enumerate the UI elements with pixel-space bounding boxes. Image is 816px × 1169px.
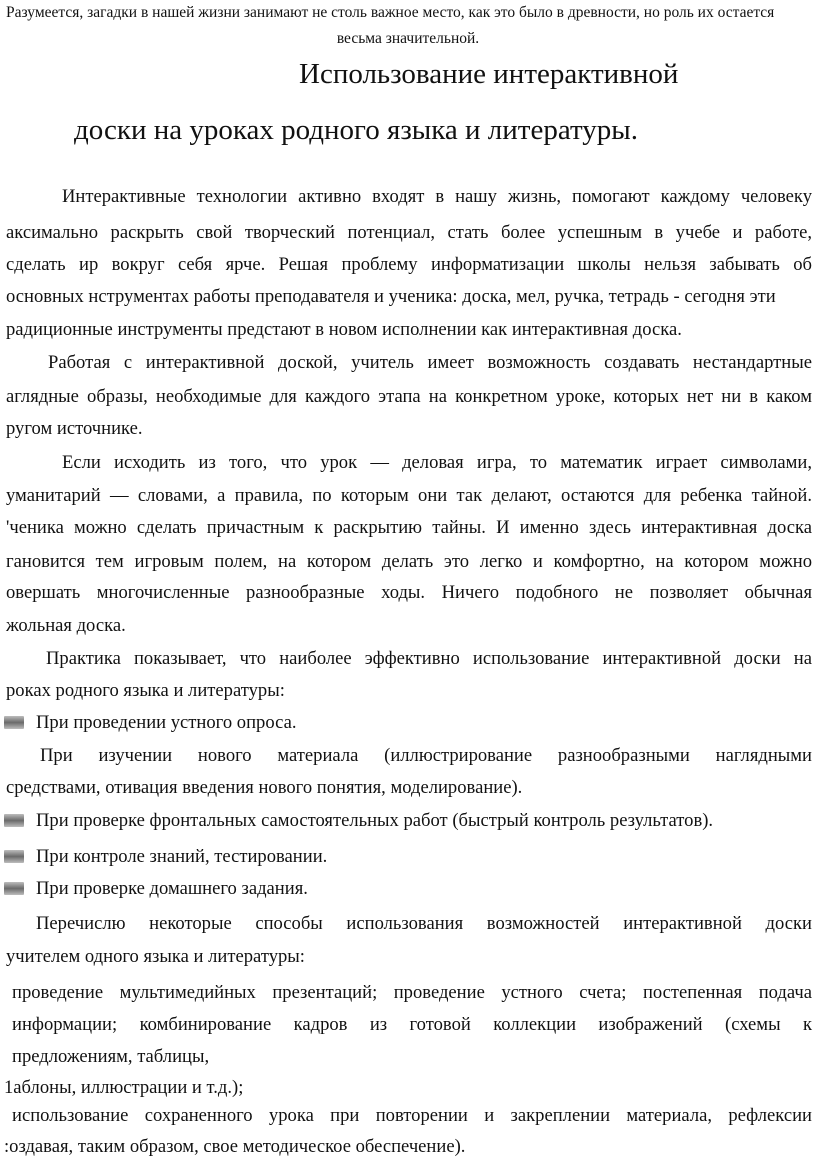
paragraph-3-line-2: уманитарий — словами, а правила, по которым они так делают, остаются для ребенка тайной.	[6, 485, 812, 506]
paragraph-1-line-5: радиционные инструменты предстают в новом исполнении как интерактивная доска.	[6, 319, 682, 340]
paragraph-1-line-2: аксимально раскрыть свой творческий потенциал, стать более успешным в учебе и работе,	[6, 222, 812, 243]
list-bullet-icon	[4, 814, 24, 827]
page-title-line-2: доски на уроках родного языка и литературы.	[74, 114, 638, 146]
paragraph-1-line-4: основных нструментах работы преподавателя и ученика: доска, мел, ручка, тетрадь - сегодня эти	[6, 286, 776, 307]
bullet-item-3: При проверке фронтальных самостоятельных работ (быстрый контроль результатов).	[36, 810, 714, 831]
paragraph-5-line-2: учителем одного языка и литературы:	[6, 946, 305, 967]
methods-line-5: использование сохраненного урока при повторении и закреплении материала, рефлексии	[12, 1105, 812, 1126]
bullet-item-5: При проверке домашнего задания.	[36, 878, 308, 899]
paragraph-3-line-5: овершать многочисленные разнообразные ходы. Ничего подобного не позволяет обычная	[6, 582, 812, 603]
page-title-line-1: Использование интерактивной	[299, 58, 679, 90]
bullet-item-1: При проведении устного опроса.	[36, 712, 297, 733]
bullet-item-2-line-2: средствами, отивация введения нового понятия, моделирование).	[6, 777, 523, 798]
paragraph-5-line-1: Перечислю некоторые способы использования возможностей интерактивной доски	[36, 913, 812, 934]
bullet-item-2-line-1: При изучении нового материала (иллюстрирование разнообразными наглядными	[40, 745, 812, 766]
paragraph-3-line-3: 'ченика можно сделать причастным к раскрытию тайны. И именно здесь интерактивная доска	[6, 517, 812, 538]
methods-line-3: предложениям, таблицы,	[12, 1046, 210, 1067]
paragraph-2-line-3: ругом источнике.	[6, 418, 143, 439]
intro-line-2: весьма значительной.	[336, 30, 480, 47]
paragraph-3-line-4: гановится тем игровым полем, на котором делать это легко и комфортно, на котором можно	[6, 551, 812, 572]
methods-line-1: проведение мультимедийных презентаций; проведение устного счета; постепенная подача	[12, 982, 812, 1003]
paragraph-4-line-1: Практика показывает, что наиболее эффективно использование интерактивной доски на	[46, 648, 812, 669]
methods-line-2: информации; комбинирование кадров из готовой коллекции изображений (схемы к	[12, 1014, 812, 1035]
bullet-item-4: При контроле знаний, тестировании.	[36, 846, 328, 867]
paragraph-4-line-2: роках родного языка и литературы:	[6, 680, 285, 701]
list-bullet-icon	[4, 850, 24, 863]
methods-line-6: :оздавая, таким образом, свое методическое обеспечение).	[4, 1136, 466, 1157]
list-bullet-icon	[4, 882, 24, 895]
paragraph-2-line-2: аглядные образы, необходимые для каждого этапа на конкретном уроке, которых нет ни в каком	[6, 386, 812, 407]
list-bullet-icon	[4, 716, 24, 729]
paragraph-2-line-1: Работая с интерактивной доской, учитель имеет возможность создавать нестандартные	[48, 352, 812, 373]
paragraph-1-line-1: Интерактивные технологии активно входят в нашу жизнь, помогают каждому человеку	[62, 186, 812, 207]
paragraph-1-line-3: сделать ир вокруг себя ярче. Решая проблему информатизации школы нельзя забывать об	[6, 254, 812, 275]
intro-line-1: Разумеется, загадки в нашей жизни занимают не столь важное место, как это было в древности, но роль их остается	[6, 4, 775, 21]
paragraph-3-line-6: жольная доска.	[6, 615, 126, 636]
paragraph-3-line-1: Если исходить из того, что урок — деловая игра, то математик играет символами,	[62, 452, 812, 473]
methods-line-4: 1аблоны, иллюстрации и т.д.);	[4, 1077, 244, 1098]
